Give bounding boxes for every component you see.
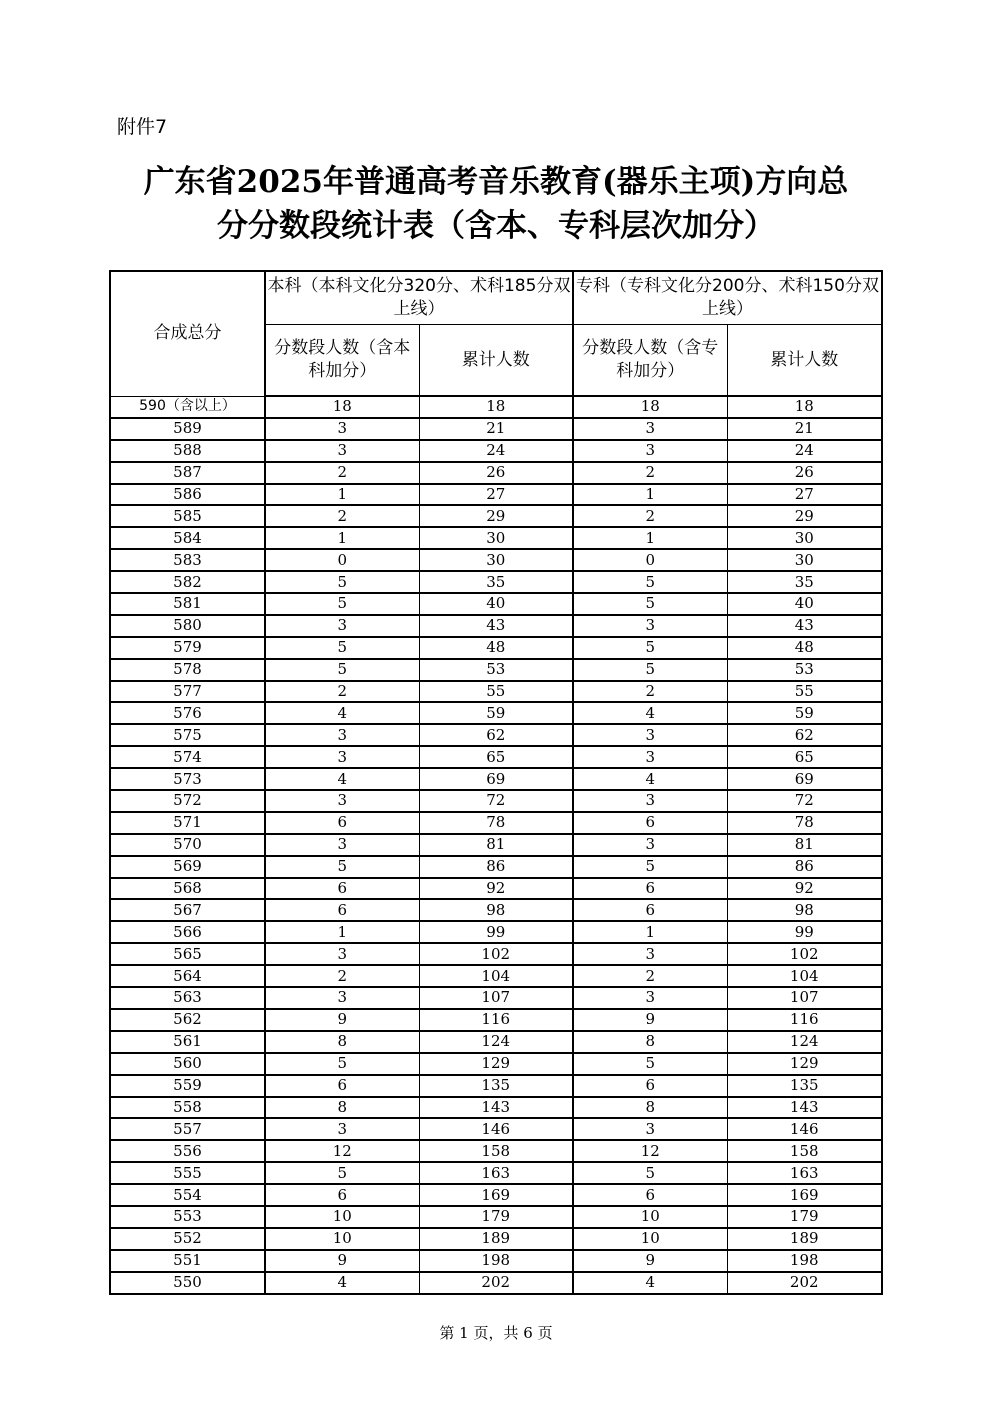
undergrad-cumulative-cell: 158 — [419, 1140, 573, 1162]
undergrad-count-cell: 3 — [265, 724, 419, 746]
junior-count-cell: 4 — [573, 1272, 727, 1294]
table-row — [110, 790, 882, 812]
undergrad-count-cell: 9 — [265, 1250, 419, 1272]
undergrad-cumulative-cell: 18 — [419, 396, 573, 418]
junior-count-cell: 5 — [573, 571, 727, 593]
junior-cumulative-cell: 30 — [727, 549, 882, 571]
undergrad-count-cell: 4 — [265, 768, 419, 790]
junior-cumulative-cell: 24 — [727, 440, 882, 462]
score-cell: 582 — [110, 571, 265, 593]
page-title-line-2: 分分数段统计表（含本、专科层次加分） — [217, 208, 775, 244]
table-row — [110, 768, 882, 790]
undergrad-count-cell: 1 — [265, 527, 419, 549]
undergrad-count-cell: 9 — [265, 1009, 419, 1031]
table-row — [110, 702, 882, 724]
undergrad-count-cell: 4 — [265, 1272, 419, 1294]
junior-cumulative-cell: 202 — [727, 1272, 882, 1294]
junior-count-cell: 4 — [573, 702, 727, 724]
junior-count-cell: 3 — [573, 790, 727, 812]
junior-cumulative-cell: 135 — [727, 1075, 882, 1097]
undergrad-cumulative-cell: 21 — [419, 418, 573, 440]
undergrad-cumulative-cell: 124 — [419, 1031, 573, 1053]
score-cell: 559 — [110, 1075, 265, 1097]
table-row — [110, 1140, 882, 1162]
undergrad-count-cell: 6 — [265, 878, 419, 900]
header-total-score: 合成总分 — [110, 271, 265, 396]
page-title-line-1: 广东省2025年普通高考音乐教育(器乐主项)方向总 — [143, 164, 849, 200]
undergrad-cumulative-cell: 48 — [419, 637, 573, 659]
junior-count-cell: 2 — [573, 681, 727, 703]
score-cell: 581 — [110, 593, 265, 615]
table-row — [110, 659, 882, 681]
junior-count-cell: 1 — [573, 921, 727, 943]
page-footer: 第 1 页，共 6 页 — [439, 1324, 553, 1342]
table-row — [110, 440, 882, 462]
table-row — [110, 593, 882, 615]
undergrad-count-cell: 1 — [265, 484, 419, 506]
junior-count-cell: 6 — [573, 812, 727, 834]
score-cell: 566 — [110, 921, 265, 943]
junior-cumulative-cell: 48 — [727, 637, 882, 659]
score-cell: 576 — [110, 702, 265, 724]
undergrad-count-cell: 3 — [265, 746, 419, 768]
header-junior-count: 分数段人数（含专科加分） — [573, 325, 727, 397]
junior-count-cell: 18 — [573, 396, 727, 418]
table-row — [110, 1206, 882, 1228]
undergrad-cumulative-cell: 40 — [419, 593, 573, 615]
undergrad-cumulative-cell: 43 — [419, 615, 573, 637]
undergrad-count-cell: 8 — [265, 1031, 419, 1053]
score-cell: 568 — [110, 878, 265, 900]
score-cell: 587 — [110, 462, 265, 484]
undergrad-count-cell: 10 — [265, 1228, 419, 1250]
table-row — [110, 812, 882, 834]
junior-cumulative-cell: 86 — [727, 856, 882, 878]
junior-count-cell: 6 — [573, 899, 727, 921]
junior-count-cell: 8 — [573, 1031, 727, 1053]
score-cell: 554 — [110, 1184, 265, 1206]
undergrad-count-cell: 3 — [265, 615, 419, 637]
score-cell: 580 — [110, 615, 265, 637]
undergrad-cumulative-cell: 169 — [419, 1184, 573, 1206]
junior-cumulative-cell: 62 — [727, 724, 882, 746]
junior-cumulative-cell: 124 — [727, 1031, 882, 1053]
undergrad-count-cell: 5 — [265, 637, 419, 659]
junior-count-cell: 2 — [573, 505, 727, 527]
junior-count-cell: 5 — [573, 659, 727, 681]
score-cell: 561 — [110, 1031, 265, 1053]
junior-count-cell: 5 — [573, 1053, 727, 1075]
undergrad-cumulative-cell: 146 — [419, 1118, 573, 1140]
table-row — [110, 1272, 882, 1294]
table-row — [110, 856, 882, 878]
score-cell: 577 — [110, 681, 265, 703]
undergrad-count-cell: 12 — [265, 1140, 419, 1162]
junior-cumulative-cell: 27 — [727, 484, 882, 506]
undergrad-cumulative-cell: 198 — [419, 1250, 573, 1272]
table-row — [110, 1118, 882, 1140]
junior-cumulative-cell: 92 — [727, 878, 882, 900]
undergrad-cumulative-cell: 27 — [419, 484, 573, 506]
undergrad-cumulative-cell: 179 — [419, 1206, 573, 1228]
undergrad-count-cell: 5 — [265, 856, 419, 878]
junior-count-cell: 3 — [573, 724, 727, 746]
junior-cumulative-cell: 30 — [727, 527, 882, 549]
junior-cumulative-cell: 102 — [727, 943, 882, 965]
undergrad-cumulative-cell: 92 — [419, 878, 573, 900]
table-row — [110, 681, 882, 703]
undergrad-cumulative-cell: 135 — [419, 1075, 573, 1097]
junior-count-cell: 5 — [573, 856, 727, 878]
undergrad-count-cell: 6 — [265, 899, 419, 921]
undergrad-count-cell: 2 — [265, 505, 419, 527]
table-row — [110, 1184, 882, 1206]
undergrad-cumulative-cell: 189 — [419, 1228, 573, 1250]
undergrad-cumulative-cell: 104 — [419, 965, 573, 987]
undergrad-count-cell: 0 — [265, 549, 419, 571]
junior-cumulative-cell: 99 — [727, 921, 882, 943]
score-cell: 569 — [110, 856, 265, 878]
table-body — [110, 396, 882, 1294]
undergrad-count-cell: 6 — [265, 1184, 419, 1206]
score-cell: 574 — [110, 746, 265, 768]
undergrad-cumulative-cell: 107 — [419, 987, 573, 1009]
undergrad-count-cell: 3 — [265, 1118, 419, 1140]
score-cell: 571 — [110, 812, 265, 834]
junior-count-cell: 3 — [573, 615, 727, 637]
table-row — [110, 987, 882, 1009]
header-junior-group: 专科（专科文化分200分、术科150分双上线） — [573, 271, 882, 325]
undergrad-count-cell: 1 — [265, 921, 419, 943]
score-cell: 575 — [110, 724, 265, 746]
score-cell: 553 — [110, 1206, 265, 1228]
undergrad-cumulative-cell: 65 — [419, 746, 573, 768]
table-row — [110, 878, 882, 900]
undergrad-count-cell: 10 — [265, 1206, 419, 1228]
score-cell: 579 — [110, 637, 265, 659]
undergrad-cumulative-cell: 24 — [419, 440, 573, 462]
junior-count-cell: 6 — [573, 878, 727, 900]
junior-cumulative-cell: 72 — [727, 790, 882, 812]
junior-count-cell: 10 — [573, 1206, 727, 1228]
junior-cumulative-cell: 43 — [727, 615, 882, 637]
attachment-label: 附件7 — [117, 116, 168, 138]
undergrad-cumulative-cell: 78 — [419, 812, 573, 834]
header-undergrad-group: 本科（本科文化分320分、术科185分双上线） — [265, 271, 573, 325]
undergrad-count-cell: 5 — [265, 659, 419, 681]
score-cell: 586 — [110, 484, 265, 506]
table-row — [110, 1097, 882, 1119]
table-row — [110, 484, 882, 506]
junior-cumulative-cell: 107 — [727, 987, 882, 1009]
undergrad-cumulative-cell: 35 — [419, 571, 573, 593]
undergrad-count-cell: 2 — [265, 965, 419, 987]
undergrad-cumulative-cell: 81 — [419, 834, 573, 856]
junior-cumulative-cell: 158 — [727, 1140, 882, 1162]
table-row — [110, 899, 882, 921]
junior-cumulative-cell: 78 — [727, 812, 882, 834]
junior-cumulative-cell: 21 — [727, 418, 882, 440]
undergrad-cumulative-cell: 99 — [419, 921, 573, 943]
junior-count-cell: 3 — [573, 834, 727, 856]
undergrad-cumulative-cell: 129 — [419, 1053, 573, 1075]
score-cell: 551 — [110, 1250, 265, 1272]
junior-cumulative-cell: 98 — [727, 899, 882, 921]
undergrad-count-cell: 5 — [265, 571, 419, 593]
junior-count-cell: 3 — [573, 418, 727, 440]
junior-cumulative-cell: 55 — [727, 681, 882, 703]
junior-count-cell: 9 — [573, 1009, 727, 1031]
junior-count-cell: 6 — [573, 1184, 727, 1206]
table-row — [110, 571, 882, 593]
undergrad-cumulative-cell: 26 — [419, 462, 573, 484]
junior-cumulative-cell: 69 — [727, 768, 882, 790]
table-row — [110, 1031, 882, 1053]
table-row — [110, 637, 882, 659]
table-row — [110, 462, 882, 484]
junior-count-cell: 2 — [573, 965, 727, 987]
junior-cumulative-cell: 26 — [727, 462, 882, 484]
undergrad-cumulative-cell: 163 — [419, 1162, 573, 1184]
score-cell: 570 — [110, 834, 265, 856]
junior-cumulative-cell: 65 — [727, 746, 882, 768]
header-undergrad-count: 分数段人数（含本科加分） — [265, 325, 419, 397]
score-cell: 563 — [110, 987, 265, 1009]
undergrad-cumulative-cell: 30 — [419, 527, 573, 549]
undergrad-count-cell: 3 — [265, 943, 419, 965]
junior-count-cell: 3 — [573, 1118, 727, 1140]
undergrad-count-cell: 2 — [265, 462, 419, 484]
junior-cumulative-cell: 163 — [727, 1162, 882, 1184]
undergrad-cumulative-cell: 59 — [419, 702, 573, 724]
undergrad-count-cell: 4 — [265, 702, 419, 724]
score-cell: 584 — [110, 527, 265, 549]
junior-cumulative-cell: 53 — [727, 659, 882, 681]
undergrad-count-cell: 3 — [265, 834, 419, 856]
header-undergrad-cumulative: 累计人数 — [419, 325, 573, 397]
table-row — [110, 396, 882, 418]
undergrad-count-cell: 5 — [265, 593, 419, 615]
table-row — [110, 943, 882, 965]
table-row — [110, 1250, 882, 1272]
score-cell: 558 — [110, 1097, 265, 1119]
undergrad-cumulative-cell: 143 — [419, 1097, 573, 1119]
junior-count-cell: 3 — [573, 943, 727, 965]
junior-count-cell: 10 — [573, 1228, 727, 1250]
score-cell: 560 — [110, 1053, 265, 1075]
junior-count-cell: 1 — [573, 527, 727, 549]
undergrad-count-cell: 6 — [265, 812, 419, 834]
junior-count-cell: 3 — [573, 746, 727, 768]
junior-cumulative-cell: 29 — [727, 505, 882, 527]
undergrad-cumulative-cell: 69 — [419, 768, 573, 790]
junior-cumulative-cell: 129 — [727, 1053, 882, 1075]
junior-cumulative-cell: 179 — [727, 1206, 882, 1228]
table-row — [110, 1075, 882, 1097]
junior-cumulative-cell: 104 — [727, 965, 882, 987]
undergrad-count-cell: 5 — [265, 1162, 419, 1184]
junior-count-cell: 5 — [573, 637, 727, 659]
table-row — [110, 505, 882, 527]
junior-cumulative-cell: 116 — [727, 1009, 882, 1031]
undergrad-cumulative-cell: 72 — [419, 790, 573, 812]
score-cell: 573 — [110, 768, 265, 790]
score-cell: 585 — [110, 505, 265, 527]
table-row — [110, 965, 882, 987]
score-cell: 572 — [110, 790, 265, 812]
undergrad-cumulative-cell: 55 — [419, 681, 573, 703]
table-row — [110, 418, 882, 440]
junior-count-cell: 9 — [573, 1250, 727, 1272]
score-cell: 588 — [110, 440, 265, 462]
junior-cumulative-cell: 143 — [727, 1097, 882, 1119]
junior-cumulative-cell: 59 — [727, 702, 882, 724]
table-row — [110, 615, 882, 637]
score-cell: 565 — [110, 943, 265, 965]
undergrad-count-cell: 5 — [265, 1053, 419, 1075]
undergrad-count-cell: 8 — [265, 1097, 419, 1119]
undergrad-cumulative-cell: 116 — [419, 1009, 573, 1031]
junior-count-cell: 3 — [573, 440, 727, 462]
junior-count-cell: 4 — [573, 768, 727, 790]
header-junior-cumulative: 累计人数 — [727, 325, 882, 397]
score-cell: 550 — [110, 1272, 265, 1294]
page-title — [0, 160, 992, 248]
junior-cumulative-cell: 146 — [727, 1118, 882, 1140]
undergrad-count-cell: 3 — [265, 987, 419, 1009]
score-cell: 567 — [110, 899, 265, 921]
score-cell: 556 — [110, 1140, 265, 1162]
junior-cumulative-cell: 198 — [727, 1250, 882, 1272]
junior-count-cell: 12 — [573, 1140, 727, 1162]
undergrad-count-cell: 2 — [265, 681, 419, 703]
junior-cumulative-cell: 189 — [727, 1228, 882, 1250]
junior-cumulative-cell: 18 — [727, 396, 882, 418]
score-cell: 557 — [110, 1118, 265, 1140]
score-cell: 578 — [110, 659, 265, 681]
undergrad-count-cell: 6 — [265, 1075, 419, 1097]
undergrad-count-cell: 3 — [265, 418, 419, 440]
score-cell: 589 — [110, 418, 265, 440]
score-cell: 590（含以上） — [110, 396, 265, 418]
undergrad-count-cell: 3 — [265, 440, 419, 462]
table-row — [110, 834, 882, 856]
table-row — [110, 1228, 882, 1250]
junior-cumulative-cell: 81 — [727, 834, 882, 856]
undergrad-count-cell: 3 — [265, 790, 419, 812]
score-distribution-table — [109, 270, 883, 1295]
undergrad-cumulative-cell: 102 — [419, 943, 573, 965]
junior-count-cell: 2 — [573, 462, 727, 484]
table-row — [110, 1053, 882, 1075]
score-cell: 555 — [110, 1162, 265, 1184]
undergrad-cumulative-cell: 98 — [419, 899, 573, 921]
table-row — [110, 724, 882, 746]
junior-cumulative-cell: 169 — [727, 1184, 882, 1206]
junior-count-cell: 6 — [573, 1075, 727, 1097]
undergrad-cumulative-cell: 86 — [419, 856, 573, 878]
junior-count-cell: 8 — [573, 1097, 727, 1119]
score-cell: 552 — [110, 1228, 265, 1250]
junior-count-cell: 0 — [573, 549, 727, 571]
table-row — [110, 1162, 882, 1184]
junior-cumulative-cell: 35 — [727, 571, 882, 593]
table-row — [110, 549, 882, 571]
junior-count-cell: 1 — [573, 484, 727, 506]
undergrad-cumulative-cell: 53 — [419, 659, 573, 681]
undergrad-cumulative-cell: 30 — [419, 549, 573, 571]
table-row — [110, 527, 882, 549]
junior-count-cell: 3 — [573, 987, 727, 1009]
table-row — [110, 921, 882, 943]
undergrad-cumulative-cell: 29 — [419, 505, 573, 527]
table-row — [110, 1009, 882, 1031]
score-cell: 562 — [110, 1009, 265, 1031]
undergrad-cumulative-cell: 202 — [419, 1272, 573, 1294]
score-cell: 583 — [110, 549, 265, 571]
undergrad-count-cell: 18 — [265, 396, 419, 418]
table-row — [110, 746, 882, 768]
junior-cumulative-cell: 40 — [727, 593, 882, 615]
junior-count-cell: 5 — [573, 1162, 727, 1184]
undergrad-cumulative-cell: 62 — [419, 724, 573, 746]
junior-count-cell: 5 — [573, 593, 727, 615]
score-cell: 564 — [110, 965, 265, 987]
